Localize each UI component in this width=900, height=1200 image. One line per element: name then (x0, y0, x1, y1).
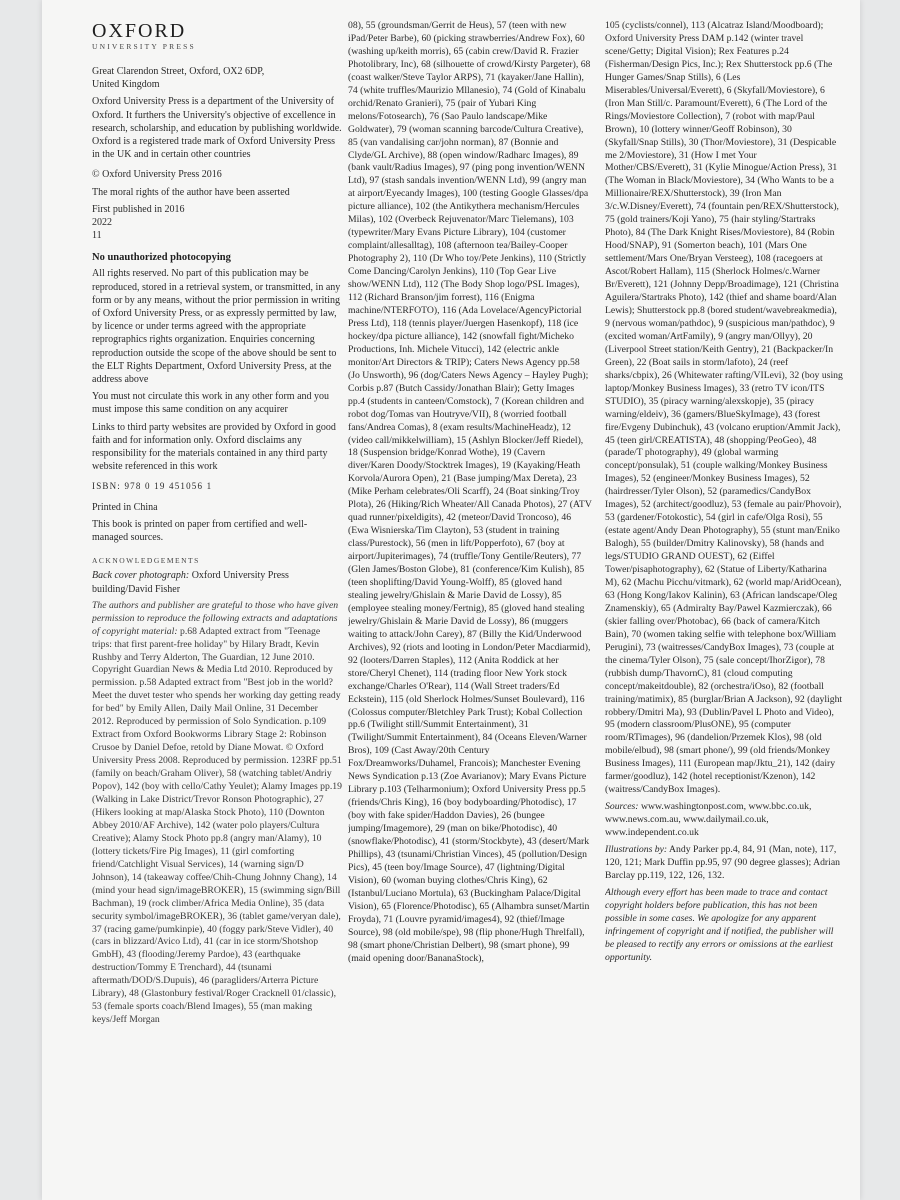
sources-text: www.washingtonpost.com, www.bbc.co.uk, www.news.com.au, www.dailymail.co.uk, www.independent.co.uk (605, 801, 812, 839)
rights-paragraph: All rights reserved. No part of this publication may be reproduced, stored in a retrieval system, or transmitted, in any form or by any means, without the prior permission in writing of Oxford University Press, or as expressly permitted by law, by licence or under terms agreed with the appropriate reprographics rights organization. Enquiries concerning reproduction outside the scope of the above should be sent to the ELT Rights Department, Oxford University Press, at the address above (92, 268, 341, 386)
illustrations-label: Illustrations by: (605, 844, 668, 856)
address-line-2: United Kingdom (92, 79, 160, 91)
credits-paragraph-middle: 08), 55 (groundsman/Gerrit de Heus), 57 (teen with new iPad/Peter Barbe), 60 (picking strawberries/Andrew Fox), 60 (washing up/keith morris), 65 (cabin crew/David R. Frazier Photolibrary, Inc), 68 (silhouette of crowd/Kirsty Pargeter), 68 (coast walker/Steve Taylor ARPS), 71 (kayaker/Jane Hallin), 74 (white truffles/Maurizio Mllanesio), 74 (Gold of Kinabalu orchid/Renato Granieri), 75 (pair of Yubari King melons/Fotosearch), 76 (Sao Paulo landscape/Mike Goldwater), 79 (woman scanning barcode/Cultura Creative), 85 (van vandalising car/john norman), 87 (Bonnie and Clyde/GL Archive), 88 (open window/Radharc Images), 89 (bank vault/Radius Images), 97 (ping pong invention/WENN Ltd), 97 (stash sandals invention/WENN Ltd), 99 (angry man at airport/Eyecandy Images), 100 (testing Google Glasses/dpa picture alliance), 102 (the Antikythera mechanism/Hercules Milas), 102 (Overbeck Rejuvenator/Marc Tielemans), 103 (typewriter/Mary Evans Picture Library), 104 (customer complaint/allesalltag), 108 (afternoon tea/Bailey-Cooper Photography 2), 110 (Dr Who toy/Pete Jenkins), 110 (Strictly Come Dancing/Carolyn Jenkins), 110 (Top Gear Live show/WENN Ltd), 112 (The Body Shop logo/PSL Images), 112 (Richard Branson/jim forrest), 116 (Enigma machine/NTERFOTO), 116 (Ada Lovelace/AgencyPictorial Press Ltd), 118 (tennis player/Juergen Hasenkopf), 118 (ice hockey/dpa picture alliance), 142 (snowfall fight/Micheko Productions, Inh. Michele Vitucci), 142 (electric ankle monitor/Art Directors & TRIP); Caters News Agency pp.58 (Jo Unsworth), 96 (dog/Caters News Agency – Hayley Pugh); Corbis p.87 (Butch Cassidy/Jonathan Blair); Getty Images pp.4 (students in canteen/Comstock), 7 (Korean children and robot dog/Tomas van Houtryve/VII), 8 (worried football fans/Andrea Comas), 8 (exam results/MachineHeadz), 12 (video call/mikkelwilliam), 15 (Ashlyn Blocker/Jeff Riedel), 18 (Suspension bridge/Konrad Wothe), 19 (Cavern diver/Karen Doody/Stocktrek Images), 19 (Kayaking/Heath Korvola/Aurora Open), 21 (Base jumping/Max Dereta), 23 (Mike Perham celebrates/Oli Scarff), 24 (Boat sinking/Troy Plota), 26 (Hiking/Rich Wheater/All Canada Photos), 27 (ATV quad runner/pixeldigits), 42 (meteor/David Troncoso), 46 (Ewa Wisnierska/Tim Clayton), 53 (student in training class/Purestock), 56 (men in lift/Popperfoto), 67 (boy at airport/Jupiterimages), 74 (truffle/Tony Gentile/Reuters), 77 (Glen James/Boston Globe), 81 (conference/Kim Kulish), 85 (teen shoplifting/David Young-Wolff), 85 (gloved hand stealing jewelry/Ghislain & Marie David de Lossy), 85 (employee stealing money/Fertnig), 85 (gloved hand stealing jewelry/Ghislain & Marie David de Lossy), 86 (muggers waiting to attack/John Carey), 87 (Billy the Kid/Underwood Archives), 92 (riots and looting in London/Peter Macdiarmid), 92 (looters/Darren Staples), 112 (Anita Roddick at her store/Cheryl Chenet), 114 (trading floor New York stock exchange/Charles O'Rear), 114 (Wall Street traders/Ed Eckstein), 115 (old Sherlock Holmes/Sunset Boulevard), 116 (Colossus computer/Bletchley Park Trust); Kobal Collection pp.6 (Twilight still/Summit Entertainment), 31 (Twilight/Summit Entertainment), 84 (Oceans Eleven/Warner Bros), 109 (Cast Away/20th Century Fox/Dreamworks/Duhamel, Francois); Manchester Evening News Syndication p.13 (Zoe Avarianov); Mary Evans Picture Library p.103 (Telharmonium); Oxford University Press pp.5 (friends/Chris King), 16 (boy bodyboarding/Photodisc), 17 (boy with fake spider/Haddon Davies), 26 (bungee jumping/Imagemore), 29 (man on bike/Photodisc), 40 (snowflake/Photodisc), 41 (storm/Stockbyte), 43 (desert/Mark Phillips), 43 (tsunami/Christian Vinces), 45 (pollution/Design Pics), 45 (teen boy/Image Source), 47 (lightning/Digital Vision), 60 (woman buying clothes/Chris King), 62 (Istanbul/Luciano Mortula), 63 (Buckingham Palace/Digital Vision), 65 (Florence/Photodisc), 65 (Alhambra sunset/Martin Froyda), 71 (Louvre pyramid/images4), 92 (thief/Image Source), 98 (old mobile/spe), 98 (flip phone/Hugh Threlfall), 98 (smart phone/Christian Delbert), 98 (smart phone), 99 (maid opening door/BananaStock), (348, 20, 592, 964)
illustrations-text: Andy Parker pp.4, 84, 91 (Man, note), 117, 120, 121; Mark Duffin pp.95, 97 (90 degree glasses); Adrian Barclay pp.119, 122, 126, 132. (605, 844, 840, 881)
publisher-address (92, 65, 342, 91)
cover-credit-label: Back cover photograph: (92, 570, 190, 582)
grateful-intro: The authors and publisher are grateful to those who have given permission to reproduce the following extracts and adaptations of copyright material: (92, 599, 339, 637)
publisher-logo-subtitle: UNIVERSITY PRESS (92, 42, 196, 51)
first-published-line: First published in 2016 (92, 203, 185, 215)
copyright-page (42, 0, 860, 1200)
cover-credit (92, 569, 342, 595)
moral-rights-line: The moral rights of the author have been asserted (92, 186, 290, 198)
credits-text-left: p.68 Adapted extract from "Teenage trips: that first parent-free holiday" by Hilary Bradt, Kevin Rushby and Terry Alderton, The Guardian, 12 June 2010. Copyright Guardian News & Media Ltd 2010. Reproduced by permission. p.58 Adapted extract from "Best job in the world? Meet the duvet tester who spends her working day getting ready for bed" by Emily Allen, Daily Mail Online, 31 December 2012. Reproduced by permission of Solo Syndication. p.109 Extract from Oxford Bookworms Library Stage 2: Robinson Crusoe by Daniel Defoe, retold by Diane Mowat. © Oxford University Press 2008. Reproduced by permission. 123RF pp.51 (family on beach/Graham Oliver), 58 (watching tablet/Andriy Popov), 142 (boy with cello/Cathy Yeulet); Alamy Images pp.19 (Walking in Lake District/Trevor Ronson Photographic), 27 (Hikers looking at map/Alaska Stock Photo), 110 (Downton Abbey 2010/AF Archive), 142 (water polo players/Cultura Creative); Alamy Stock Photo pp.8 (angry man/Alamy), 10 (lottery tickets/Fire Pig Images), 11 (girl comforting friend/Catchlight Visual Services), 14 (warning sign/D Johnson), 14 (takeaway coffee/Chih-Chung Johnny Chang), 14 (mind your head sign/imageBROKER), 15 (swimming sign/Bill Bachman), 19 (rock climber/Africa Media Online), 35 (data security symbol/imageBROKER), 36 (tablet game/veryan dale), 37 (racing game/pumkinpie), 40 (foggy park/Steve Vidler), 40 (cars in blizzard/Avico Ltd), 41 (car in ice storm/Shotshop GmbH), 43 (flooding/Jeremy Pardoe), 43 (earthquake destruction/Tommy E Trenchard), 44 (tsunami aftermath/DOD/S.Dupuis), 46 (paragliders/Arterra Picture Library), 48 (Glastonbury festival/Roger Cracknell 01/classic), 53 (female sports coach/Blend Images), 55 (man making keys/Jeff Morgan (92, 625, 342, 1026)
column-left (92, 18, 342, 1031)
reprint-year: 2022 (92, 217, 112, 229)
sources-label: Sources: (605, 801, 639, 813)
column-right (605, 18, 843, 969)
copyright-line: © Oxford University Press 2016 (92, 169, 222, 181)
paper-paragraph: This book is printed on paper from certified and well-managed sources. (92, 518, 308, 544)
photocopy-heading: No unauthorized photocopying (92, 252, 231, 264)
disclaimer-paragraph: Although every effort has been made to trace and contact copyright holders before publication, this has not been possible in some cases. We apologize for any apparent infringement of copyright and if notified, the publisher will be pleased to rectify any errors or omissions at the earliest opportunity. (605, 886, 834, 963)
publisher-logo-name: OXFORD (92, 20, 187, 42)
printed-in-line: Printed in China (92, 501, 158, 513)
circulate-paragraph: You must not circulate this work in any other form and you must impose this same condition on any acquirer (92, 391, 330, 416)
cover-credit-text: Oxford University Press building/David Fisher (92, 570, 289, 595)
address-line-1: Great Clarendon Street, Oxford, OX2 6DP, (92, 66, 265, 77)
credits-paragraph-right: 105 (cyclists/connel), 113 (Alcatraz Island/Moodboard); Oxford University Press DAM p.142 (winter travel scene/Getty; Digital Vision); Rex Features p.24 (Fisherman/Design Pics, Inc.); Rex Shutterstock pp.6 (The Hunger Games/Snap Stills), 6 (Les Miserables/Universal/Everett), 6 (Skyfall/Moviestore), 6 (Iron Man Still/c. Paramount/Everett), 6 (The Lord of the Rings/Moviestore Collection), 7 (robot with map/Paul Brown), 10 (lottery winner/Geoff Robinson), 30 (Skyfall/Snap Stills), 30 (Thor/Moviestore), 31 (Despicable me 2/Moviestore), 31 (How I met Your Mother/CBS/Everett), 31 (Kylie Minogue/Action Press), 31 (The Woman in Black/Moviestore), 34 (Who Wants to be a Millionaire/REX/Shutterstock), 39 (Iron Man 3/c.W.Disney/Everett), 74 (fountain pen/REX/Shutterstock), 75 (gold trainers/Koji Yano), 75 (hair styling/Startraks Photo), 84 (The Dark Knight Rises/Moviestore), 84 (Robin Hood/SNAP), 91 (Somerton beach), 101 (Mars One settlement/Mars One/Bryan Versteeg), 108 (racegoers at Ascot/Robert Hallam), 115 (Sherlock Holmes/c.Warner Br/Everett), 121 (Johnny Depp/Broadimage), 121 (Christina Aguilera/Startraks Photo), 142 (thief and shame board/Alan Lewis); Shutterstock pp.8 (bored student/wavebreakmedia), 9 (nervous woman/pathdoc), 9 (suspicious man/pathdoc), 9 (excited woman/ArtFamily), 9 (angry man/Ollyy), 20 (Liverpool Street station/Keith Gentry), 21 (Backpacker/In Green), 22 (Boat sails in storm/lafoto), 24 (reef sharks/cbpix), 26 (Whitewater rafting/VILevi), 32 (boy using laptop/Monkey Business Images), 33 (retro TV icon/ITS STUDIO), 35 (piracy warning/alexskopje), 35 (piracy warning/eldeiv), 36 (gamers/BlueSkyImage), 43 (forest fire/Evgeny Dubinchuk), 43 (volcano eruption/Ammit Jack), 45 (teen girl/CREATISTA), 48 (shopping/PeoGeo), 48 (parade/T photography), 49 (global warming concept/ponsulak), 51 (couple walking/Monkey Business Images), 52 (engineer/Monkey Business Images), 52 (hairdresser/Tyler Olson), 52 (paramedics/CandyBox Images), 52 (architect/goodluz), 53 (female au pair/Phovoir), 53 (gardener/Fotokostic), 54 (girl in cafe/Olga Rosi), 55 (estate agent/Andy Dean Photography), 55 (stunt man/Eniko Balogh), 55 (builder/Dmitry Kalinovsky), 58 (hands and legs/STUDIO GRAND OUEST), 62 (Eiffel Tower/pisaphotography), 62 (Statue of Liberty/Katharina M), 62 (Machu Picchu/vitmark), 62 (world map/AridOcean), 63 (Hong Kong/Iakov Kalinin), 63 (African landscape/Oleg Znamenskiy), 65 (Admiralty Bay/Pawel Kazmierczak), 66 (skier falling over/Photobac), 66 (back of camera/Kitch Bain), 70 (women taking selfie with telephone box/William Perugini), 73 (waitresses/CandyBox Images), 73 (couple at the cinema/Tyler Olson), 75 (sale concept/IhorZigor), 78 (rubbish dump/ThavornC), 81 (cloud computing concept/makeitdouble), 82 (orchestra/iOso), 82 (football training/matimix), 85 (burglar/Brian A Jackson), 92 (daylight robbery/Dmitri Ma), 93 (Dublin/Pavel L Photo and Video), 95 (modern classroom/PlusONE), 95 (computer room/RTimages), 96 (dandelion/Przemek Klos), 98 (old mobile/elbud), 98 (smart phone/), 99 (old friends/Monkey Business Images), 111 (European map/Jktu_21), 142 (dairy farmer/goodluz), 142 (hotel receptionist/Kzenon), 142 (waitress/CandyBox Images). (605, 20, 843, 796)
reprint-number: 11 (92, 230, 102, 242)
links-paragraph: Links to third party websites are provided by Oxford in good faith and for information only. Oxford disclaims any responsibility for the materials contained in any third party website referenced in this work (92, 421, 336, 473)
sources-paragraph (605, 801, 843, 840)
illustrations-paragraph (605, 844, 843, 883)
acknowledgements-heading: ACKNOWLEDGEMENTS (92, 556, 200, 566)
intro-paragraph: Oxford University Press is a department of the University of Oxford. It furthers the University's objective of excellence in research, scholarship, and education by publishing worldwide. Oxford is a registered trade mark of Oxford University Press in the UK and in certain other countries (92, 96, 342, 161)
isbn-line: ISBN: 978 0 19 451056 1 (92, 481, 213, 492)
credits-paragraph-left (92, 600, 342, 1027)
column-middle (348, 18, 592, 970)
